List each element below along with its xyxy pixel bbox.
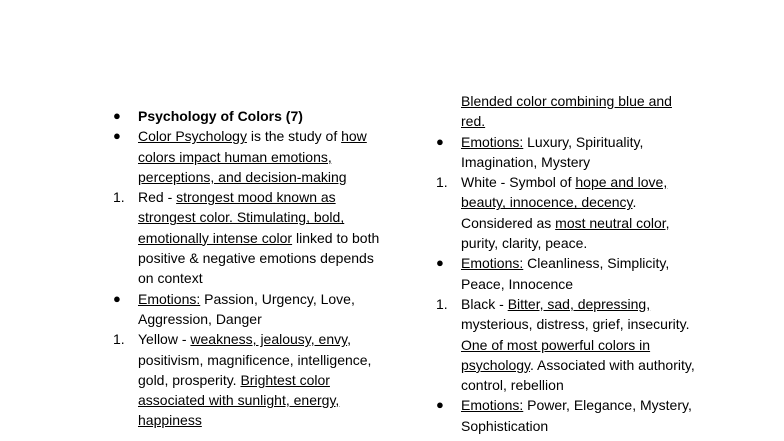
list-item-heading bbox=[113, 106, 383, 126]
list-item-yellow bbox=[113, 329, 383, 430]
list-number: 1. bbox=[436, 174, 448, 191]
list-item-black-emotions bbox=[436, 395, 698, 436]
underlined-text: strongest mood known as strongest color. Stimulating, bold, emotionally intense color bbox=[138, 189, 345, 246]
text: mysterious, distress, grief, insecurity. bbox=[461, 316, 690, 333]
bullet-icon: ● bbox=[113, 128, 121, 144]
lead: Black - bbox=[461, 295, 508, 312]
lead: Red - bbox=[138, 189, 177, 206]
list-item-black bbox=[436, 294, 698, 395]
text: Luxury, Spirituality, Imagination, Mystery bbox=[461, 133, 644, 170]
list-number: 1. bbox=[113, 189, 125, 206]
underlined-text: weakness, jealousy, envy bbox=[190, 331, 348, 348]
bullet-icon: ● bbox=[436, 255, 444, 271]
text: is the study of bbox=[246, 128, 342, 145]
list-item-red-emotions bbox=[113, 289, 383, 330]
emotions-label: Emotions: bbox=[461, 397, 524, 414]
section-heading: Psychology of Colors (7) bbox=[138, 108, 303, 124]
bullet-icon: ● bbox=[436, 397, 444, 413]
bullet-icon: ● bbox=[436, 133, 444, 149]
underlined-text: One of most powerful colors in psychology bbox=[461, 336, 651, 373]
bullet-icon: ● bbox=[113, 290, 121, 306]
emotions-label: Emotions: bbox=[138, 290, 201, 307]
right-column bbox=[436, 91, 698, 436]
text: . Considered as bbox=[461, 194, 637, 231]
underlined-text: how colors impact human emotions, perceptions, and decision-making bbox=[138, 128, 367, 185]
bullet-icon: ● bbox=[113, 108, 121, 123]
list-number: 1. bbox=[113, 331, 125, 348]
emotions-label: Emotions: bbox=[461, 255, 524, 272]
text: , positivism, magnificence, intelligence, gold, prosperity. bbox=[138, 331, 372, 388]
continued-text bbox=[436, 91, 698, 132]
underlined-text: Bitter, sad, depressing, bbox=[507, 295, 651, 312]
text: . Associated with authority, control, rebellion bbox=[461, 356, 695, 394]
term: Color Psychology bbox=[138, 128, 247, 145]
text: Cleanliness, Simplicity, Peace, Innocence bbox=[461, 255, 670, 292]
list-item-purple-emotions bbox=[436, 132, 698, 173]
list-number: 1. bbox=[436, 295, 448, 312]
text: Power, Elegance, Mystery, Sophistication bbox=[461, 397, 692, 434]
underlined-text: Blended color combining blue and red. bbox=[461, 93, 672, 130]
emotions-label: Emotions: bbox=[461, 133, 524, 150]
underlined-text: Brightest color associated with sunlight, energy, happiness bbox=[138, 371, 340, 429]
list-item-red bbox=[113, 187, 383, 288]
lead: White - Symbol of bbox=[461, 174, 576, 191]
text: purity, clarity, peace. bbox=[461, 235, 588, 252]
underlined-text: hope and love, beauty, innocence, decency bbox=[461, 174, 668, 211]
list-item-intro bbox=[113, 126, 383, 187]
underlined-text: most neutral color, bbox=[555, 214, 670, 231]
list-item-white-emotions bbox=[436, 253, 698, 294]
list-item-white bbox=[436, 172, 698, 253]
text: linked to both positive & negative emotions depends on context bbox=[138, 229, 380, 287]
lead: Yellow - bbox=[138, 331, 191, 348]
left-column bbox=[113, 106, 383, 431]
text: Passion, Urgency, Love, Aggression, Danger bbox=[138, 290, 355, 327]
